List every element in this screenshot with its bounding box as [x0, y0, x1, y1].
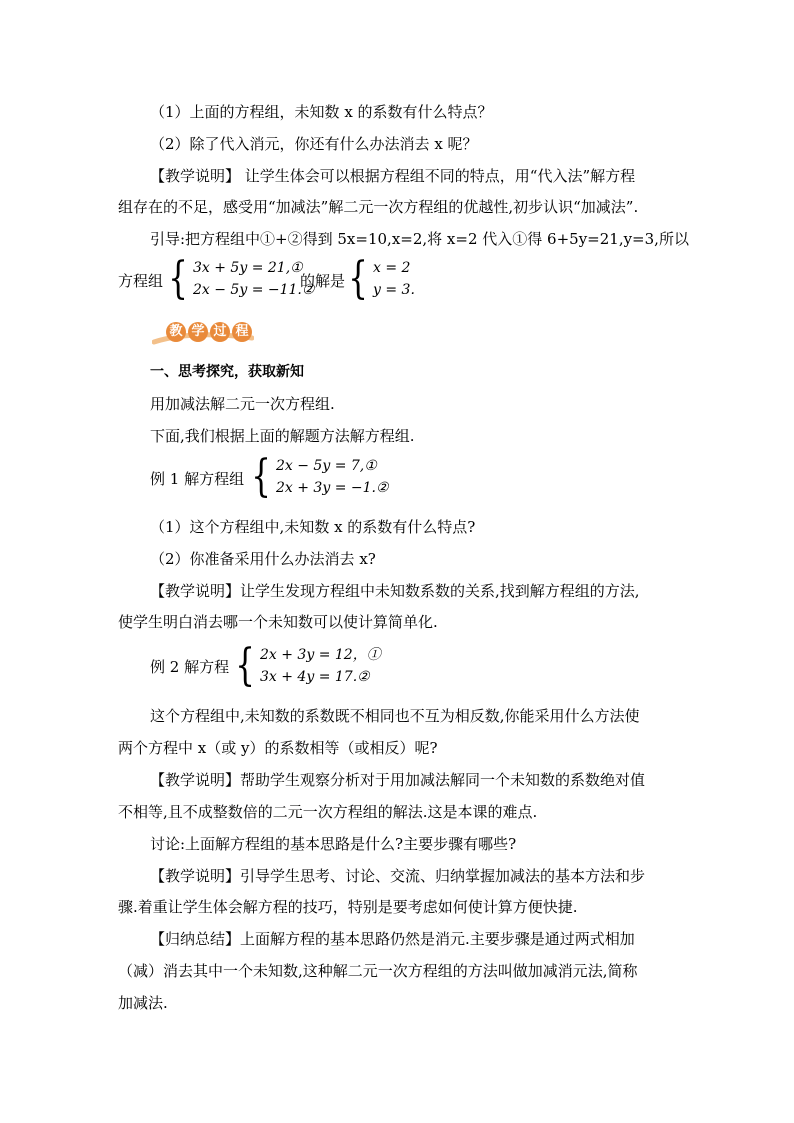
teaching-note-2a: 【教学说明】让学生发现方程组中未知数系数的关系,找到解方程组的方法, — [150, 582, 640, 600]
teaching-note-4b: 骤.着重让学生体会解方程的技巧，特别是要考虑如何使计算方便快捷. — [118, 898, 578, 916]
solution-system: { x = 2 y = 3. — [348, 253, 415, 304]
question-4: （2）你准备采用什么办法消去 x? — [150, 550, 376, 568]
equation-row: 3x + 5y = 21,① — [193, 260, 303, 276]
solution-label: 的解是 — [300, 272, 346, 290]
teaching-note-3b: 不相等,且不成整数倍的二元一次方程组的解法.这是本课的难点. — [118, 803, 538, 821]
teaching-note-1b: 组存在的不足，感受用“加减法”解二元一次方程组的优越性,初步认识“加减法”. — [118, 198, 639, 216]
question-1: （1）上面的方程组，未知数 x 的系数有什么特点？ — [150, 103, 493, 121]
equation-row: 2x + 3y = 12，① — [260, 647, 381, 663]
text-line: 下面,我们根据上面的解题方法解方程组. — [150, 427, 415, 445]
summary-line-3: 加减法. — [118, 994, 168, 1012]
teaching-note-2b: 使学生明白消去哪一个未知数可以使计算简单化. — [118, 613, 438, 631]
teaching-note-1a: 【教学说明】 让学生体会可以根据方程组不同的特点，用“代入法”解方程 — [150, 167, 636, 185]
banner-char: 教 — [166, 322, 186, 342]
teaching-process-banner — [152, 320, 254, 348]
equation-row: 2x + 3y = −1.② — [276, 480, 389, 496]
banner-char: 过 — [210, 322, 230, 342]
teaching-note-4a: 【教学说明】引导学生思考、讨论、交流、归纳掌握加减法的基本方法和步 — [150, 867, 646, 885]
equation-row: 2x − 5y = 7,① — [276, 458, 377, 474]
equation-row: 3x + 4y = 17.② — [260, 669, 370, 685]
equation-system-ex2: { 2x + 3y = 12，① 3x + 4y = 17.② — [235, 640, 381, 691]
equation-row: 2x − 5y = −11.② — [193, 282, 315, 298]
equation-system-ex1: { 2x − 5y = 7,① 2x + 3y = −1.② — [251, 451, 389, 502]
question-3: （1）这个方程组中,未知数 x 的系数有什么特点? — [150, 518, 476, 536]
guide-text: 引导:把方程组中①+②得到 5x=10,x=2,将 x=2 代入①得 6+5y=21,y=3,所以 — [150, 230, 689, 248]
example-2-label: 例 2 解方程 — [150, 658, 230, 676]
example-1-label: 例 1 解方程组 — [150, 470, 245, 488]
summary-line-2: （减）消去其中一个未知数,这种解二元一次方程组的方法叫做加减消元法,简称 — [118, 962, 638, 980]
teaching-note-3a: 【教学说明】帮助学生观察分析对于用加减法解同一个未知数的系数绝对值 — [150, 771, 646, 789]
question-2: （2）除了代入消元，你还有什么办法消去 x 呢？ — [150, 135, 478, 153]
section-heading: 一、思考探究，获取新知 — [150, 364, 304, 380]
text-line: 这个方程组中,未知数的系数既不相同也不互为相反数,你能采用什么方法使 — [150, 707, 640, 725]
equation-system-1: { 3x + 5y = 21,① 2x − 5y = −11.② — [168, 253, 315, 304]
system-label: 方程组 — [118, 272, 164, 290]
banner-char: 程 — [232, 322, 252, 342]
summary-line-1: 【归纳总结】上面解方程的基本思路仍然是消元.主要步骤是通过两式相加 — [150, 930, 635, 948]
discussion-line: 讨论:上面解方程组的基本思路是什么?主要步骤有哪些? — [150, 835, 517, 853]
text-line: 用加减法解二元一次方程组. — [150, 395, 335, 413]
text-line: 两个方程中 x（或 y）的系数相等（或相反）呢? — [118, 739, 438, 757]
equation-row: y = 3. — [373, 282, 415, 298]
equation-row: x = 2 — [373, 260, 411, 276]
banner-char: 学 — [188, 322, 208, 342]
